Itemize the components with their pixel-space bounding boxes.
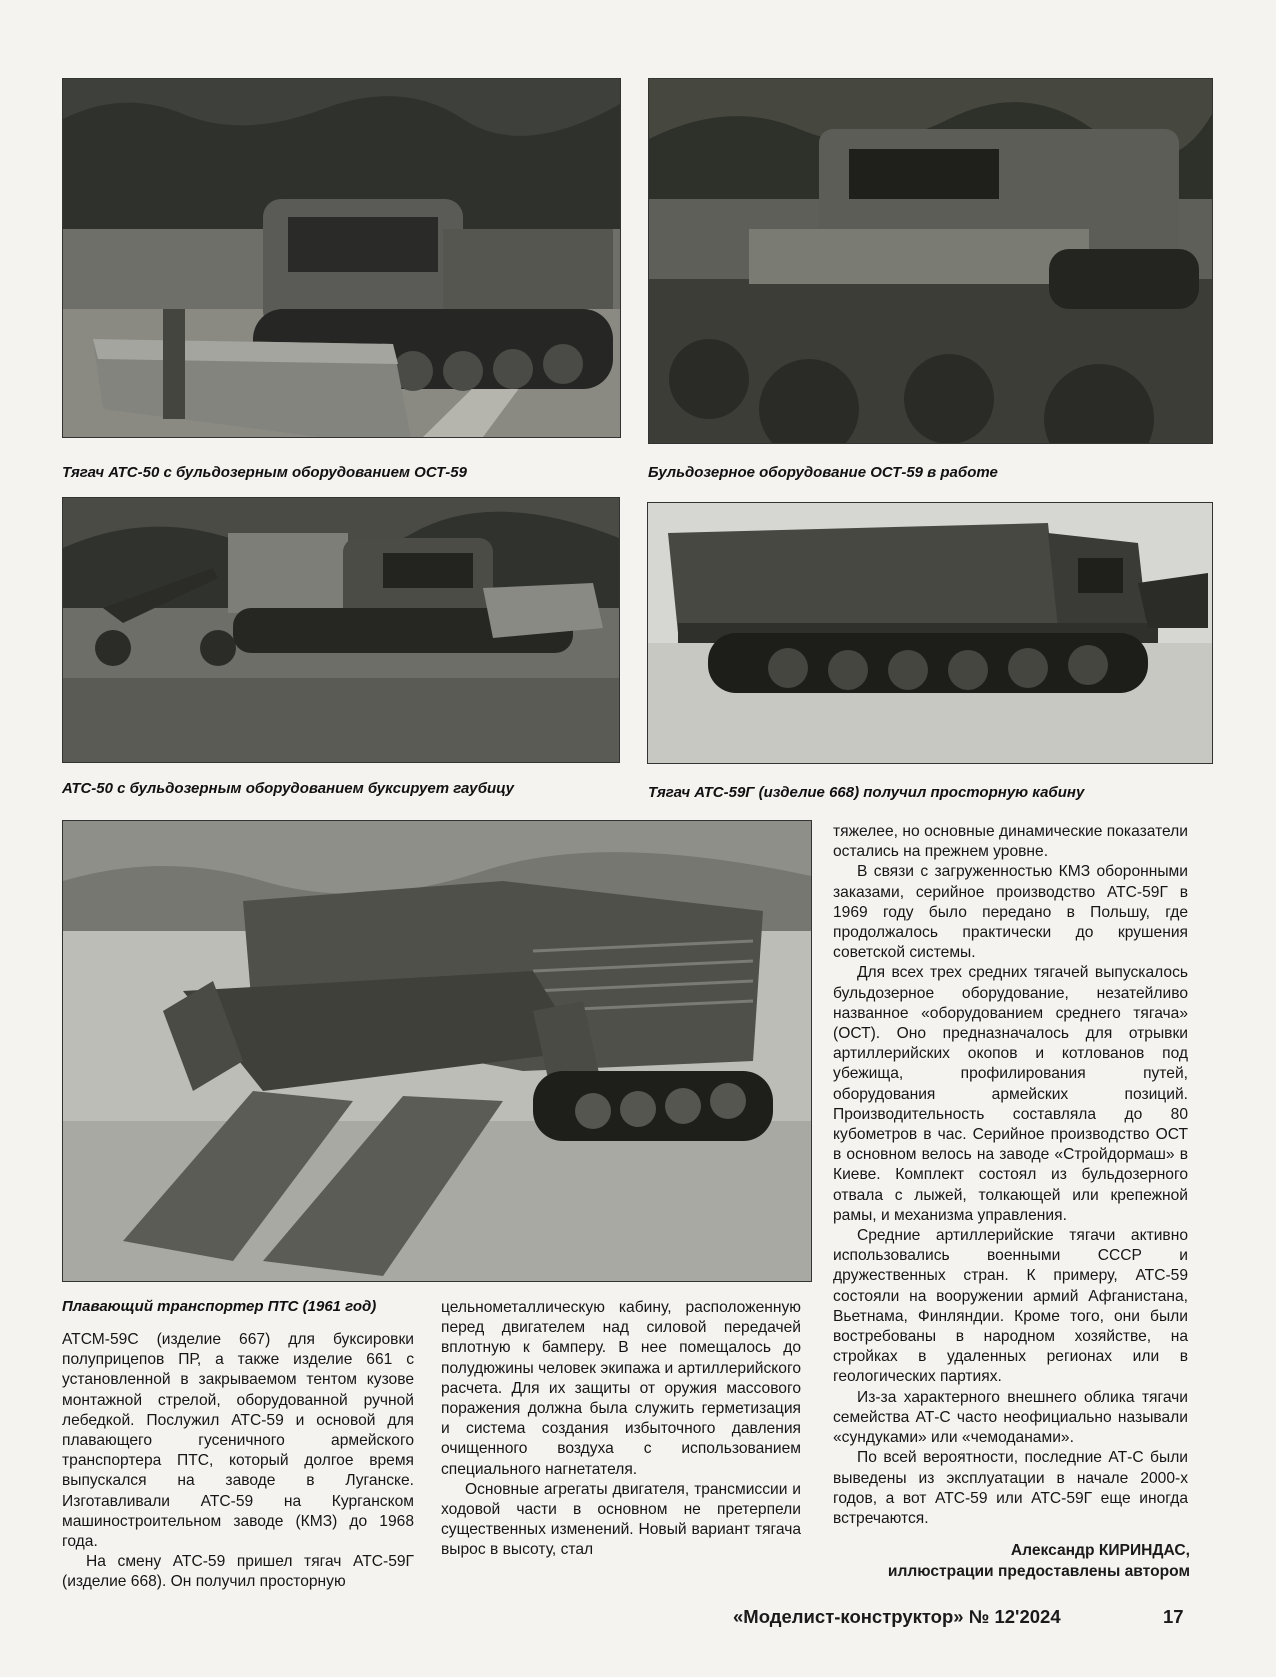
article-column-3 xyxy=(833,822,1188,1529)
page-number: 17 xyxy=(1163,1606,1184,1627)
bulldozer-working-photo-icon xyxy=(649,79,1212,443)
paragraph: Основные агрегаты двигателя, трансмиссии и ходовой части в основном не претерпели существенных изменений. Новый вариант тягача вырос в высоту, стал xyxy=(441,1480,801,1559)
tractor-bulldozer-photo-icon xyxy=(63,79,620,437)
paragraph: В связи с загруженностью КМЗ оборонными заказами, серийное производство АТС-59Г в 1969 году было передано в Польшу, где продолжалось практически до крушения советской системы. xyxy=(833,863,1188,962)
paragraph: тяжелее, но основные динамические показатели остались на прежнем уровне. xyxy=(833,823,1188,861)
article-column-2 xyxy=(441,1298,801,1561)
caption-photo-1: Тягач АТС-50 с бульдозерным оборудованием ОСТ-59 xyxy=(62,464,467,481)
paragraph: АТСМ-59С (изделие 667) для буксировки полуприцепов ПР, а также изделие 661 с установленной в закрываемом тентом кузове монтажной стрелой, оборудованной ручной лебедкой. Послужил АТС-59 и основой для плавающего гусеничного армейского транспортера ПТС, который долгое время выпускался на заводе в Луганске. Изготавливали АТС-59 на Курганском машиностроительном заводе (КМЗ) до 1968 года. xyxy=(62,1331,414,1551)
paragraph: Средние артиллерийские тягачи активно использовались военными СССР и дружественных стран. К примеру, АТС-59 состояли на вооружении армий Афганистана, Вьетнама, Финляндии. Кроме того, они были востребованы в народном хозяйстве, на стройках в удаленных регионах или в геологических партиях. xyxy=(833,1227,1188,1386)
illustration-credit: иллюстрации предоставлены автором xyxy=(887,1563,1190,1580)
caption-photo-5: Плавающий транспортер ПТС (1961 год) xyxy=(62,1298,377,1315)
photo-ats50-towing-howitzer xyxy=(62,497,620,763)
article-column-1 xyxy=(62,1330,414,1593)
magazine-title: «Моделист-конструктор» № 12'2024 xyxy=(733,1606,1061,1627)
photo-ost59-working xyxy=(648,78,1213,444)
tractor-towing-howitzer-photo-icon xyxy=(63,498,619,762)
photo-ats59g xyxy=(647,502,1213,764)
pts-amphibious-transport-photo-icon xyxy=(63,821,811,1281)
paragraph: Для всех трех средних тягачей выпускалось бульдозерное оборудование, незатейливо названное «оборудованием среднего тягача» (ОСТ). Оно предназначалось для отрывки артиллерийских окопов и котлованов под убежища, профилирования путей, оборудования армейских позиций. Производительность составляла до 80 кубометров в час. Серийное производство ОСТ в основном велось на заводе «Стройдормаш» в Киеве. Комплект состоял из бульдозерного отвала с лыжей, толкающей или крепежной рамы, и механизма управления. xyxy=(833,964,1188,1224)
paragraph: Из-за характерного внешнего облика тягачи семейства АТ-С часто неофициально называли «сундуками» или «чемоданами». xyxy=(833,1388,1188,1447)
caption-photo-2: Бульдозерное оборудование ОСТ-59 в работе xyxy=(648,464,998,481)
paragraph: цельнометаллическую кабину, расположенную перед двигателем над силовой передачей вплотную к бамперу. В нее помещалось до полудюжины человек экипажа и артиллерийского расчета. Для их защиты от оружия массового поражения должна была служить герметизация и система создания избыточного давления очищенного воздуха с использованием специального нагнетателя. xyxy=(441,1299,801,1478)
photo-pts-transport xyxy=(62,820,812,1282)
author-name: Александр КИРИНДАС, xyxy=(1010,1542,1190,1559)
ats-59g-photo-icon xyxy=(648,503,1212,763)
author-signature xyxy=(888,1540,1190,1582)
caption-photo-4: Тягач АТС-59Г (изделие 668) получил просторную кабину xyxy=(648,784,1085,801)
paragraph: На смену АТС-59 пришел тягач АТС-59Г (изделие 668). Он получил просторную xyxy=(62,1553,414,1591)
caption-photo-3: АТС-50 с бульдозерным оборудованием буксирует гаубицу xyxy=(62,780,514,797)
paragraph: По всей вероятности, последние АТ-С были выведены из эксплуатации в начале 2000-х годов, а вот АТС-59 или АТС-59Г еще иногда встречаются. xyxy=(833,1449,1188,1527)
photo-ats50-bulldozer xyxy=(62,78,621,438)
